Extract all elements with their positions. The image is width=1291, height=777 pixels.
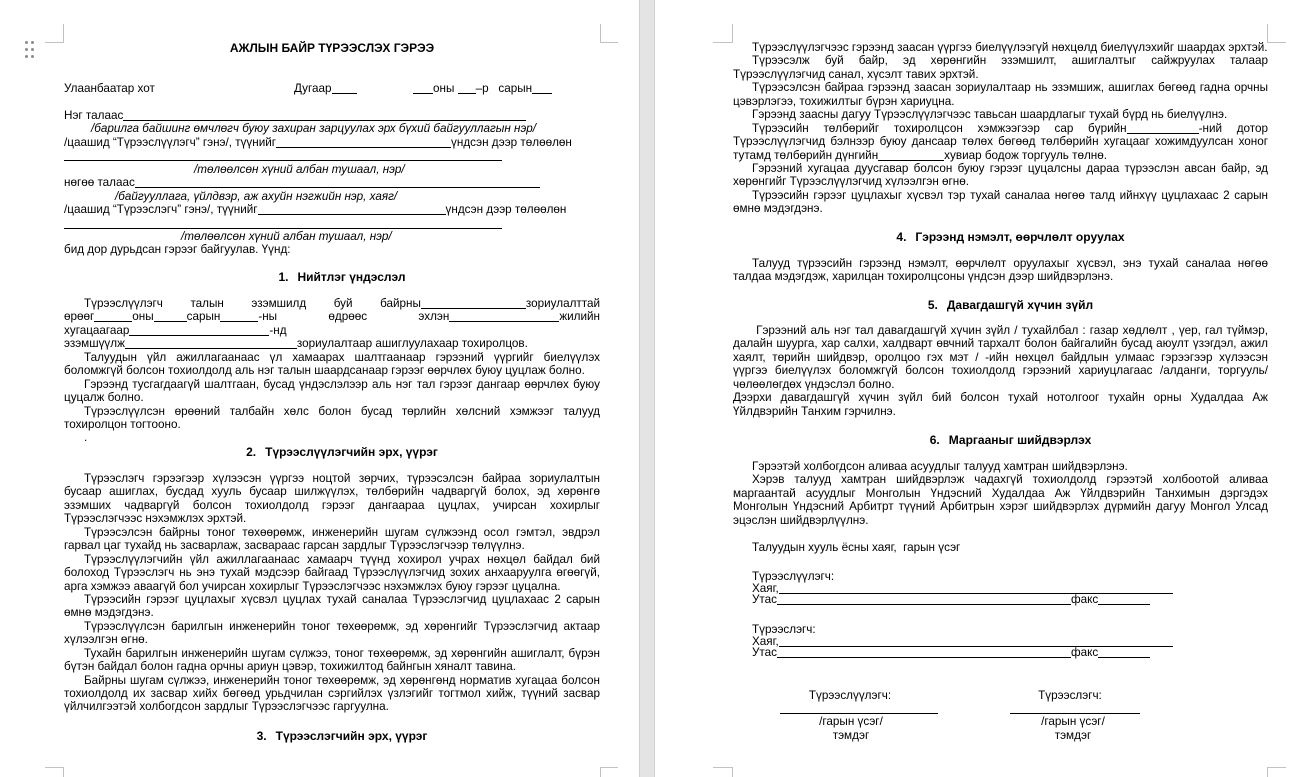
margin-corner-mark [600,767,601,777]
text-line: хөрөнгийг Түрээслүүлэгчид хүлээлгэн өгнө. [733,175,970,189]
text-line: Гэрээний аль нэг тал давагдашгүй хүчин зүйл / тухайлбал : газар хөдлөлт , үер, гал түймэр, [752,324,1268,337]
representative-hint: /төлөөлсөн хүний албан тушаал, нэр/ [181,229,392,243]
text-line: Гэрээнд заасны дагуу Түрээслүүлэгчээс тавьсан шаардлагыг тухай бүрд нь биелүүлнэ. [752,108,1228,122]
text-line: Үйлдвэрийн Танхим гэрчилнэ. [733,404,896,418]
text-line [64,337,600,350]
blank-field [220,320,258,322]
text-line: бүтэн байдал болон гадна орчны ариун цэвэр, тохижилтод байнгын хяналт тавина. [64,660,516,674]
section-number: 6. [929,433,940,447]
text-line: өмнө мэдэгдэнэ. [733,202,823,216]
margin-corner-mark [600,767,618,768]
section-title: Түрээслэгчийн эрх, үүрэг [275,729,428,743]
blank-field [94,320,132,322]
stray-mark: . [84,431,88,445]
text-line: Түрээслэгч гэрээгээр хүлээсэн үүргээ ноцтой зөрчих, түрээсэлсэн байраа зориулалтын [84,472,600,485]
text-line [64,136,600,149]
blank-field [1127,132,1199,134]
text-line: Байрны шугам сүлжээ, инженерийн тоног төхөөрөмж, эд хөрөнгөнд норматив хугацаа болсон [84,673,600,687]
signature-line-lessee [1010,713,1140,714]
phone-blank-field [777,656,1071,658]
stamp-label-lessor: тэмдэг [832,729,870,742]
section-number: 1. [278,270,289,284]
section-1-body [64,297,600,445]
section-title: Давагдашгүй хүчин зүйл [946,298,1094,312]
parties-block [64,109,600,257]
fax-blank-field [1098,603,1150,605]
phone-label: Утас [752,593,777,607]
contract-date [413,82,552,95]
text-line [64,297,600,310]
section-heading-5 [733,298,1268,312]
text-line: гарвал цаг тухайд нь засварлаж, засвараас гарсан зардлыг Түрээслэгчээр төлүүлнэ. [64,539,525,553]
section-title: Гэрээнд нэмэлт, өөрчлөлт оруулах [915,230,1125,244]
section-number: 3. [256,729,267,743]
section-title: Нийтлэг үндэслэл [297,270,406,284]
blank-field [64,159,502,161]
text-line: тохиолдолд их засвар хийх бөгөөд урьдчилан сэргийлэх үзлэгийг тогтмол хийж, түүний засвар [64,687,600,700]
document-page-1 [0,0,639,777]
place-text: Улаанбаатар хот [64,82,155,95]
text-segment: эзэмшүүлж [64,337,125,351]
blank-field [332,92,357,94]
number-label: Дугаар [294,82,332,95]
text-line [752,636,1232,648]
text-line: маргаантай асуудлыг Монголын Үндэсний Худалдаа Аж Үйлдвэрийн Танхимын дэргэдэх [733,486,1268,500]
text-segment: зориулалттай [525,297,600,310]
first-party-label: Нэг талаас [64,109,124,122]
text-line [752,594,1232,606]
second-party-alias: /цаашид “Түрээслэгч” гэнэ/, түүнийг [64,203,258,217]
text-line: Түрээсэлсэн байраа гэрээнд заасан зориулалтаар нь эзэмшиж, ашиглах бөгөөд гадна орчны [752,81,1268,95]
margin-corner-mark [713,767,732,768]
text-line: үйлчилгээтэй холбогдсон зардлыг Түрээслэгчээс гаргуулна. [64,700,389,714]
text-line: Түрээсийн гэрээг цуцлахыг хүсвэл тэр тухай саналаа нөгөө талд ийнхүү цуцлахаас 2 сарын [752,188,1268,202]
margin-corner-mark [63,767,64,777]
text-line: Тухайн барилгын инженерийн шугам сүлжээ, тоног төхөөрөмж, эд хөрөнгийн ашиглалт, бүрэн [84,646,600,660]
text-line [64,310,600,323]
section-5-body [733,324,1268,418]
text-line: Түрээслэгчээс нэхэмжлэх эрхтэй. [64,512,247,526]
text-line: хүлээлгэн өгнө. [64,633,148,647]
text-line: арга хэмжээ аваагүй бол учирсан хохирлыг Түрээслэгчээс нэхэмжлэх буюу гэрээг цуцална. [64,579,561,593]
blank-field [64,227,502,229]
section-number: 2. [246,445,257,459]
text-line [733,149,1268,162]
blank-field [154,320,187,322]
text-segment: өрөөг [64,310,95,324]
intro-text: бид дор дурьдсан гэрээг байгуулав. Үүнд: [64,243,291,257]
text-line: тохиролцон тогтооно. [64,417,181,431]
blank-field [413,92,433,94]
signature-party-lessor: Түрээслүүлэгч: [808,689,892,702]
section-heading-3 [64,729,600,743]
text-line: чөлөөлөгдөх үндэслэл болно. [733,377,895,391]
text-line [64,203,600,216]
text-line [64,176,600,189]
drag-handle-icon[interactable] [25,41,35,58]
address-blank-field [779,645,1173,647]
section-4-body [733,257,1268,284]
day-label: сарын [498,82,533,95]
blank-field [421,307,526,309]
section-number: 5. [927,298,938,312]
second-party-label: нөгөө талаас [64,176,135,190]
page-gap [639,0,655,777]
second-party-hint: /байгууллага, үйлдвэр, аж ахуйн нэгжийн нэр, хаяг/ [115,189,398,203]
text-line: эзэмших чадваргүй болсон тохиолдолд гэрээг дангаараа цуцлах, учирсан хохирлыг [64,498,600,512]
section-heading-4 [733,230,1268,244]
text-segment: сарын [186,310,221,324]
year-label: оны [433,82,455,95]
text-line: Гэрээнд тусгагдаагүй шалтгаан, бусад үндэслэлээр аль нэг тал гэрээг дангаар өөрчлөх буюу [84,377,600,391]
section-title: Түрээслүүлэгчийн эрх, үүрэг [265,445,438,459]
phone-blank-field [777,603,1071,605]
section-2-body [64,472,600,714]
text-line: боломжгүй болсон тохиолдолд аль нэг талын шаардсанаар гэрээг өөрчлөх буюу цуцлаж болно. [64,364,585,378]
text-line: талдаа мэдэгдэж, харилцан тохиролцсоны үндсэн дээр шийдвэрлэнэ. [733,270,1114,284]
text-line: цуцалж болно. [64,391,144,405]
text-line [64,324,600,337]
text-line [733,122,1268,135]
blank-field [532,92,552,94]
blank-field [458,92,476,94]
text-line [64,217,600,230]
text-line: Түрээсэлсэн байрны тоног төхөөрөмж, инженерийн шугам сүлжээнд осол гэмтэл, эвдрэл [84,525,600,539]
lessor-label: Түрээслүүлэгч: [752,570,835,583]
section-title: Маргааныг шийдвэрлэх [948,433,1092,447]
margin-corner-mark [732,767,733,777]
address-label: Хаяг, [752,634,779,648]
text-line: Түрээслүүлсэн өрөөний талбайн хөлс болон бусад төрлийн хөлсний хэмжээг талууд [84,404,600,418]
section-heading-2 [64,445,600,459]
address-blank-field [779,592,1173,594]
text-segment: хувиар бодож торгууль төлнө. [944,148,1107,162]
text-line: Түрээслүүлэгчид санал, хүсэлт тавих эрхтэй. [733,67,979,81]
signature-hint-lessor: /гарын үсэг/ [819,715,883,728]
representative-hint: /төлөөлсөн хүний албан тушаал, нэр/ [194,162,405,176]
text-segment: -нд [269,323,287,337]
blank-field [276,146,451,148]
text-segment: хугацаагаар [64,323,130,337]
signature-party-lessee: Түрээслэгч: [1038,689,1102,702]
text-line: үүргээ биелүүлэх боломжгүй болсон тохиолдолд гэрээний хариуцлагаас /алданги, торгууль/ [733,364,1268,378]
section-number: 4. [896,230,907,244]
contract-number [294,82,357,95]
lessee-label: Түрээслэгч: [752,623,816,636]
fax-blank-field [1098,656,1150,658]
margin-corner-mark [1267,42,1286,43]
text-line [64,109,600,122]
text-line: Түрээслүүлэгчээс гэрээнд заасан үүргээ биелүүлээгүй нөхцөлд биелүүлэхийг шаардах эрхтэй. [752,41,1268,54]
margin-corner-mark [1267,767,1268,777]
phone-label: Утас [752,646,777,660]
text-line: Түрээсэлж буй байр, эд хөрөнгийн эзэмшилт, ашиглалтыг сайжруулах талаар [752,54,1268,68]
lessor-contact-block [752,571,1232,606]
text-line: бусаар ашиглах, бусдад хууль бусаар шилжүүлэх, төлбөрийн чадваргүй болох, эд хөрөнгө [64,485,600,499]
text-line: цэвэрлэгээ, тохижилтыг бүрэн хариуцна. [733,94,955,108]
text-line: Хэрэв талууд хамтран шийдвэрлэж чадахгүй тохиолдолд гэрээтэй холбоотой аливаа [752,473,1268,487]
margin-corner-mark [1267,767,1286,768]
text-line: Талууд түрээсийн гэрээнд нэмэлт, өөрчлөлт оруулахыг хүсвэл, энэ тухай саналаа нөгөө [752,257,1268,270]
fax-label: факс [1071,646,1099,660]
text-segment: -ний дотор [1198,121,1268,135]
first-party-hint: /барилга байшинг өмчлөгч буюу захиран зарцуулах эрх бүхий байгууллагын нэр/ [91,122,536,136]
text-line: далайн шуурга, хар салхи, халдварт өвчний тархалт болон байгалийн бусад аюулт үзэгдэл, ажил [733,337,1268,351]
text-line: Түрээслүүлэгчид бэлнээр буюу дансаар төлөх бөгөөд төлбөрийн хугацааг хожимдуулсан хоног [733,135,1268,149]
text-line: Түрээслүүлсэн барилгын инженерийн тоног төхөөрөмж, эд хөрөнгийг Түрээслэгчид актаар [84,619,600,633]
text-line: Дээрхи давагдашгүй хүчин зүйл бий болсон тухай нотолгоог тухайн орны Худалдаа Аж [733,391,1268,405]
document-page-2 [655,0,1291,777]
text-line: өмнө мэдэгдэнэ. [64,606,154,620]
represent-suffix: үндсэн дээр төлөөлөн [451,135,572,149]
text-segment: Түрээсийн төлбөрийг тохиролцсон хэмжээгээр сар бүрийн [752,121,1127,135]
stamp-label-lessee: тэмдэг [1054,729,1092,742]
blank-field [135,186,540,188]
text-segment: -ны өдрөөс эхлэн [258,310,450,324]
blank-field [449,320,559,322]
text-line: Гэрээтэй холбогдсон аливаа асуудлыг талууд хамтран шийдвэрлэнэ. [752,460,1128,473]
section-3-body [733,41,1268,216]
month-label: –р [475,82,489,95]
blank-field [258,213,446,215]
addresses-heading: Талуудын хууль ёсны хаяг, гарын үсэг [752,541,961,554]
signature-hint-lessee: /гарын үсэг/ [1041,715,1105,728]
represent-suffix: үндсэн дээр төлөөлөн [445,203,567,217]
text-line: Талуудын үйл ажиллагаанаас үл хамаарах шалтгаанаар гэрээний үүргийг биелүүлэх [84,350,600,364]
blank-field [129,334,269,336]
text-line: эцэслэн шийдвэрлүүлнэ. [733,513,869,527]
text-line: хаялт, төрийн шийдвэр, оролцоо гэх мэт / -ийн нөхцөл байдлын улмаас гэрээгээр хүлээсэн [733,350,1268,364]
text-line [64,149,600,162]
margin-corner-mark [713,42,732,43]
blank-field [878,159,944,161]
margin-corner-mark [600,42,618,43]
text-segment: оны [132,310,154,324]
section-heading-6 [733,433,1268,447]
margin-corner-mark [600,24,601,43]
text-segment: жилийн [559,310,600,324]
place-date-line [64,82,600,96]
text-segment: зориулалтаар ашиглуулахаар тохиролцов. [296,337,528,351]
text-line: Түрээсийн гэрээг цуцлахыг хүсвэл цуцлах тухай саналаа Түрээслэгчид цуцлахаас 2 сарын [84,592,600,606]
section-6-body [733,460,1268,527]
text-segment: тутамд төлбөрийн дүнгийн [733,148,879,162]
blank-field [125,347,297,349]
first-party-alias: /цаашид “Түрээслүүлэгч” гэнэ/, түүнийг [64,135,277,149]
address-label: Хаяг, [752,581,779,595]
fax-label: факс [1071,593,1099,607]
text-line: Түрээслүүлэгчийн үйл ажиллагаанаас хамаарч түүнд хохирол учрах нөхцөл байдал бий [84,552,600,566]
section-heading-1 [64,270,600,284]
text-line: болоход Түрээслэгч нь энэ тухай мэдсээр байгаад Түрээслүүлэгчид зохих анхааруулга өгөөгүй, [64,566,600,580]
document-title: АЖЛЫН БАЙР ТҮРЭЭСЛЭХ ГЭРЭЭ [229,41,435,55]
text-line [752,647,1232,659]
text-line [752,583,1232,595]
blank-field [123,119,526,121]
lessee-contact-block [752,624,1232,659]
text-line: Монголын Үндэсний Арбитрт түүний Арбитрын хэрэг шийдвэрлэх дүрмийн дагуу Монгол Улсад [733,500,1268,514]
text-segment: Түрээслүүлэгч талын эзэмшилд буй байрны [84,297,421,310]
signature-line-lessor [780,713,938,714]
text-line: Гэрээний хугацаа дуусгавар болсон буюу гэрээг цуцалсны дараа түрээслэн авсан байр, эд [752,161,1268,175]
margin-corner-mark [45,42,63,43]
margin-corner-mark [45,767,63,768]
